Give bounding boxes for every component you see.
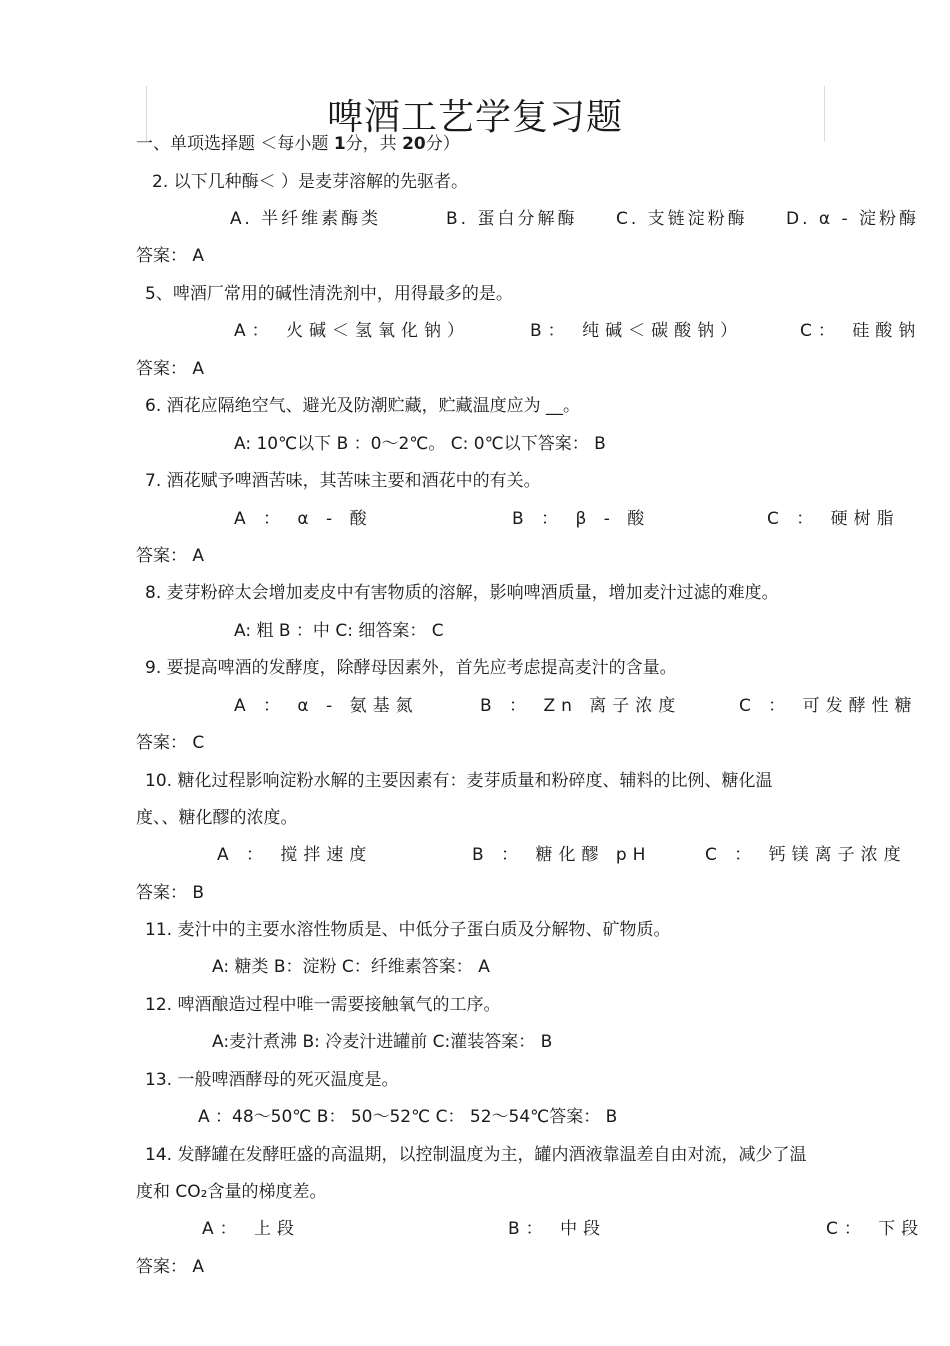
q2-option-b: B. 蛋白分解酶 — [446, 209, 578, 229]
question-12-options: A:麦汁煮沸 B: 冷麦汁进罐前 C:灌装答案： B — [212, 1032, 553, 1052]
q10-option-a: A ： 搅拌速度 — [217, 845, 373, 865]
page-title: 啤酒工艺学复习题 — [326, 97, 623, 138]
q5-option-b: B： 纯碱＜碳酸钠） — [530, 321, 744, 341]
question-12-stem: 12. 啤酒酿造过程中唯一需要接触氧气的工序。 — [145, 995, 501, 1015]
question-9-stem: 9. 要提高啤酒的发酵度，除酵母因素外，首先应考虑提高麦汁的含量。 — [145, 658, 677, 678]
q14-option-c: C： 下段 — [826, 1219, 925, 1239]
question-10-stem: 10. 糖化过程影响淀粉水解的主要因素有：麦芽质量和粉碎度、辅料的比例、糖化温 — [145, 771, 773, 791]
question-2-options — [0, 207, 950, 231]
q5-option-c: C： 硅酸钠 — [800, 321, 922, 341]
question-9-options — [0, 694, 950, 718]
question-14-stem: 14. 发酵罐在发酵旺盛的高温期，以控制温度为主，罐内酒液靠温差自由对流，减少了温 — [145, 1145, 807, 1165]
question-14-stem-cont: 度和 CO₂含量的梯度差。 — [136, 1182, 327, 1202]
question-6-stem: 6. 酒花应隔绝空气、避光及防潮贮藏，贮藏温度应为 __。 — [145, 396, 581, 416]
q7-option-b: B ： β - 酸 — [512, 509, 651, 529]
question-2-stem: 2. 以下几种酶＜ ）是麦芽溶解的先驱者。 — [152, 172, 469, 192]
question-6-options: A: 10℃以下 B ：0～2℃。 C: 0℃以下答案： B — [234, 434, 606, 454]
question-10-answer: 答案： B — [136, 883, 205, 903]
q7-option-a: A ： α - 酸 — [234, 509, 373, 529]
q2-option-a: A. 半纤维素酶类 — [230, 209, 382, 229]
q9-option-a: A ： α - 氨基氮 — [234, 696, 419, 716]
q14-option-b: B： 中段 — [508, 1219, 607, 1239]
question-5-answer: 答案： A — [136, 359, 205, 379]
section-suffix: 分） — [425, 134, 460, 154]
question-2-answer: 答案： A — [136, 246, 205, 266]
section-middle: 分，共 — [345, 134, 403, 154]
question-14-answer: 答案： A — [136, 1257, 205, 1277]
question-7-options — [0, 507, 950, 531]
question-13-stem: 13. 一般啤酒酵母的死灭温度是。 — [145, 1070, 399, 1090]
section-prefix: 一、单项选择题 ＜每小题 — [136, 134, 334, 154]
q14-option-a: A： 上段 — [202, 1219, 301, 1239]
q7-option-c: C ： 硬树脂 — [767, 509, 900, 529]
q10-option-b: B ： 糖化醪 pH — [472, 845, 652, 865]
section-total: 20 — [402, 134, 426, 154]
question-9-answer: 答案： C — [136, 733, 205, 753]
question-8-options: A: 粗 B ：中 C: 细答案： C — [234, 621, 444, 641]
question-13-options: A ：48～50℃ B： 50～52℃ C： 52～54℃答案： B — [198, 1107, 618, 1127]
section-points: 1 — [333, 134, 346, 154]
question-11-stem: 11. 麦汁中的主要水溶性物质是、中低分子蛋白质及分解物、矿物质。 — [145, 920, 671, 940]
question-7-stem: 7. 酒花赋予啤酒苦味，其苦味主要和酒花中的有关。 — [145, 471, 541, 491]
question-14-options — [0, 1217, 950, 1241]
q9-option-b: B ： Zn 离子浓度 — [480, 696, 682, 716]
q10-option-c: C ： 钙镁离子浓度 — [705, 845, 907, 865]
question-10-stem-cont: 度、、糖化醪的浓度。 — [136, 808, 298, 828]
question-5-options — [0, 319, 950, 343]
section-heading — [136, 132, 460, 156]
q9-option-c: C ： 可发酵性糖 — [739, 696, 918, 716]
q2-option-c: C. 支链淀粉酶 — [616, 209, 748, 229]
question-7-answer: 答案： A — [136, 546, 205, 566]
question-8-stem: 8. 麦芽粉碎太会增加麦皮中有害物质的溶解，影响啤酒质量，增加麦汁过滤的难度。 — [145, 583, 779, 603]
question-11-options: A: 糖类 B：淀粉 C：纤维素答案： A — [212, 957, 490, 977]
question-5-stem: 5、啤酒厂常用的碱性清洗剂中，用得最多的是。 — [145, 284, 513, 304]
q5-option-a: A： 火碱＜氢氧化钠） — [234, 321, 471, 341]
q2-option-d: D. α - 淀粉酶 — [786, 209, 920, 229]
question-10-options — [0, 843, 950, 867]
